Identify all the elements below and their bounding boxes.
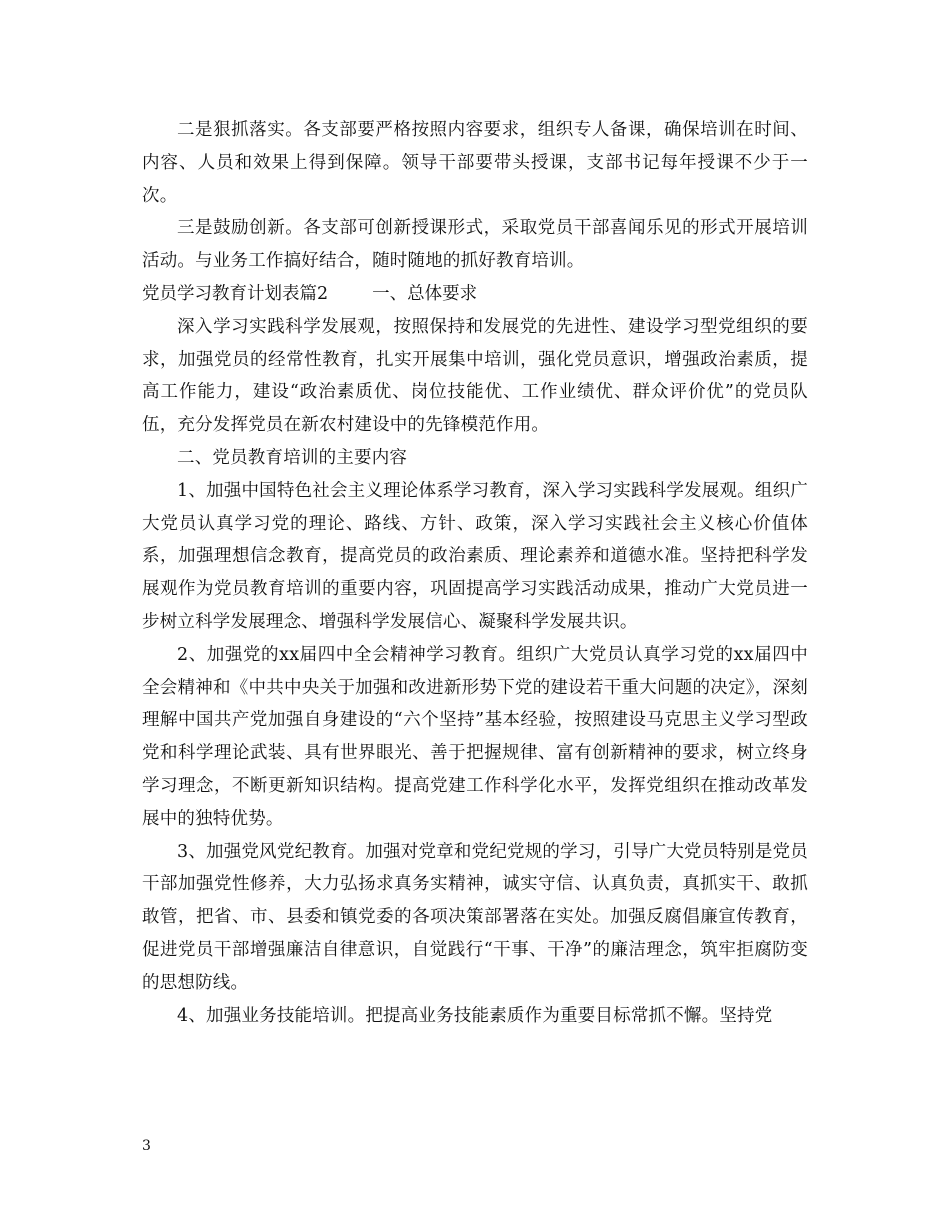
paragraph-item-1: 1、加强中国特色社会主义理论体系学习教育，深入学习实践科学发展观。组织广大党员认真学习党的理论、路线、方针、政策，深入学习实践社会主义核心价值体系，加强理想信念教育，提高党员的政治素质、理论素养和道德水准。坚持把科学发展观作为党员教育培训的重要内容，巩固提高学习实践活动成果，推动广大党员进一步树立科学发展理念、增强科学发展信心、凝聚科学发展共识。: [142, 480, 808, 632]
paragraph-item-4: 4、加强业务技能培训。把提高业务技能素质作为重要目标常抓不懈。坚持党: [177, 1005, 773, 1026]
section-heading: [142, 278, 808, 311]
page-number: 3: [142, 1138, 151, 1154]
document-title: 党员学习教育计划表篇2: [142, 283, 329, 304]
paragraph-general-requirements: 深入学习实践科学发展观，按照保持和发展党的先进性、建设学习型党组织的要求，加强党员的经常性教育，扎实开展集中培训，强化党员意识，增强政治素质，提高工作能力，建设“政治素质优、岗位技能优、工作业绩优、群众评价优”的党员队伍，充分发挥党员在新农村建设中的先锋模范作用。: [142, 316, 808, 436]
section-title-general-requirements: 一、总体要求: [372, 283, 478, 304]
document-body: [142, 114, 808, 1032]
section-title-main-content: 二、党员教育培训的主要内容: [177, 447, 408, 468]
paragraph-item-3: 3、加强党风党纪教育。加强对党章和党纪党规的学习，引导广大党员特别是党员干部加强党性修养，大力弘扬求真务实精神，诚实守信、认真负责，真抓实干、敢抓敢管，把省、市、县委和镇党委的各项决策部署落在实处。加强反腐倡廉宣传教育，促进党员干部增强廉洁自律意识，自觉践行“干事、干净”的廉洁理念，筑牢拒腐防变的思想防线。: [142, 841, 808, 993]
paragraph-encourage-innovation: 三是鼓励创新。各支部可创新授课形式，采取党员干部喜闻乐见的形式开展培训活动。与业务工作搞好结合，随时随地的抓好教育培训。: [142, 218, 808, 272]
paragraph-item-2: 2、加强党的xx届四中全会精神学习教育。组织广大党员认真学习党的xx届四中全会精神和《中共中央关于加强和改进新形势下党的建设若干重大问题的决定》，深刻理解中国共产党加强自身建设的“六个坚持”基本经验，按照建设马克思主义学习型政党和科学理论武装、具有世界眼光、善于把握规律、富有创新精神的要求，树立终身学习理念，不断更新知识结构。提高党建工作科学化水平，发挥党组织在推动改革发展中的独特优势。: [142, 644, 808, 829]
paragraph-thorough-implementation: 二是狠抓落实。各支部要严格按照内容要求，组织专人备课，确保培训在时间、内容、人员和效果上得到保障。领导干部要带头授课，支部书记每年授课不少于一次。: [142, 120, 808, 206]
